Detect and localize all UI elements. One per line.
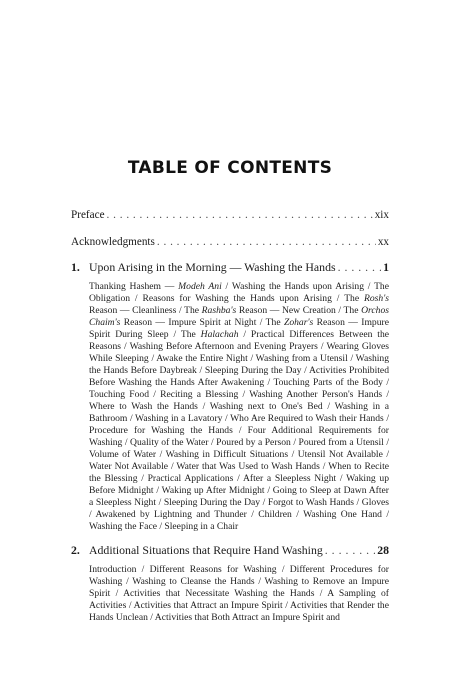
leader-dots (107, 208, 373, 222)
toc-entry-preface[interactable] (71, 208, 389, 222)
leader-dots (338, 260, 382, 275)
chapter-1-heading[interactable] (71, 260, 389, 275)
chapter-2-heading[interactable] (71, 543, 389, 558)
chapter-title: Upon Arising in the Morning — Washing the Hands (89, 260, 336, 274)
page-title: TABLE OF CONTENTS (127, 158, 333, 178)
chapter-number: 1. (71, 260, 80, 274)
chapter-page: 1 (383, 260, 389, 274)
chapter-number: 2. (71, 543, 80, 557)
chapter-page: 28 (377, 543, 389, 557)
chapter-title: Additional Situations that Require Hand Washing (89, 543, 323, 557)
toc-entry-label: Acknowledgments (71, 236, 155, 248)
toc-entry-label: Preface (71, 209, 105, 221)
chapter-1 (71, 260, 389, 533)
leader-dots (157, 235, 376, 249)
table-of-contents (71, 208, 389, 624)
chapter-1-topics: Thanking Hashem — Modeh Ani / Washing the Hands upon Arising / The Obligation / Reasons for Washing the Hands upon Arising / The Rosh's Reason — Cleanliness / The Rashba's Reason — New Creation / The Orchos Chaim's Reason — Impure Spirit at Night / The Zohar's Reason — Impure Spirit During Sleep / The Halachah / Practical Differences Between the Reasons / Washing Before Afternoon and Evening Prayers / Wearing Gloves While Sleeping / Awake the Entire Night / Washing from a Utensil / Washing the Hands Before Daybreak / Sleeping During the Day / Activities Prohibited Before Washing the Hands After Awakening / Touching Parts of the Body / Touching Food / Reciting a Blessing / Washing Another Person's Hands / Where to Wash the Hands / Washing next to One's Bed / Washing in a Bathroom / Washing in a Lavatory / Who Are Required to Wash their Hands / Procedure for Washing the Hands / Four Additional Requirements for Washing / Quality of the Water / Poured by a Person / Poured from a Utensil / Volume of Water / Washing in Difficult Situations / Utensil Not Available / Water Not Available / Water that Was Used to Wash Hands / When to Recite the Blessing / Practical Applications / After a Sleepless Night / Waking up Before Midnight / Waking up After Midnight / Going to Sleep at Dawn After a Sleepless Night / Sleeping During the Day / Forgot to Wash Hands / Gloves / Awakened by Lightning and Thunder / Children / Washing One Hand / Washing the Face / Sleeping in a Chair (89, 281, 390, 532)
toc-entry-acknowledgments[interactable] (71, 235, 389, 249)
leader-dots (325, 543, 375, 558)
chapter-2 (71, 543, 389, 624)
toc-entry-page: xx (377, 236, 389, 248)
chapter-2-topics: Introduction / Different Reasons for Washing / Different Procedures for Washing / Washing to Cleanse the Hands / Washing to Remove an Impure Spirit / Activities that Necessitate Washing the Hands / A Sampling of Activities / Activities that Attract an Impure Spirit / Activities that Render the Hands Unclean / Activities that Both Attract an Impure Spirit and (89, 564, 389, 623)
toc-entry-page: xix (374, 209, 389, 221)
